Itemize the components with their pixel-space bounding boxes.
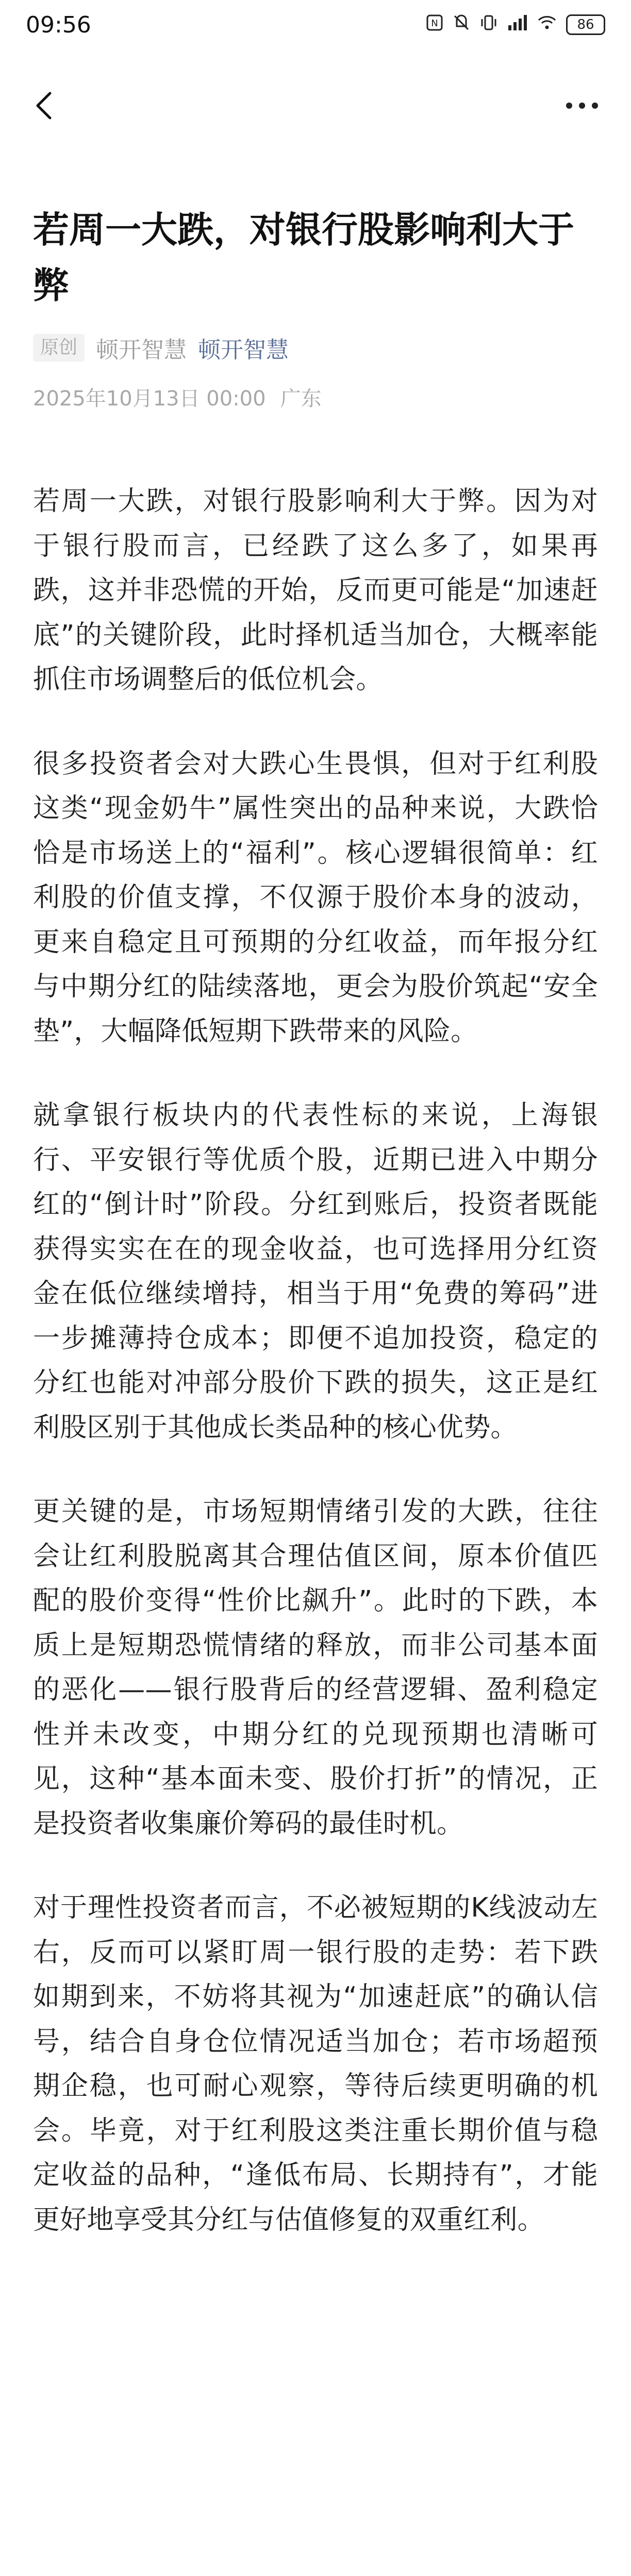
account-link[interactable]: 顿开智慧 xyxy=(198,337,289,363)
nav-bar xyxy=(0,77,631,129)
original-badge: 原创 xyxy=(33,334,85,362)
svg-text:N: N xyxy=(431,18,438,29)
paragraph: 对于理性投资者而言，不必被短期的K线波动左右，反而可以紧盯周一银行股的走势：若下跌如期到来，不妨将其视为“加速赶底”的确认信号，结合自身仓位情况适当加仓；若市场超预期企稳，也可耐心观察，等待后续更明确的机会。毕竟，对于红利股这类注重长期价值与稳定收益的品种，“逢低布局、长期持有”，才能更好地享受其分红与估值修复的双重红利。 xyxy=(33,1892,598,2235)
article-date-row xyxy=(33,381,600,412)
chevron-left-icon xyxy=(32,90,55,121)
paragraph: 就拿银行板块内的代表性标的来说，上海银行、平安银行等优质个股，近期已进入中期分红的“倒计时”阶段。分红到账后，投资者既能获得实实在在的现金收益，也可选择用分红资金在低位继续增持，相当于用“免费的筹码”进一步摊薄持仓成本；即便不追加投资，稳定的分红也能对冲部分股价下跌的损失，这正是红利股区别于其他成长类品种的核心优势。 xyxy=(33,1100,598,1443)
status-time: 09:56 xyxy=(26,11,91,38)
article-meta xyxy=(33,330,600,366)
publish-date: 2025年10月13日 00:00 xyxy=(33,386,266,411)
paragraph: 更关键的是，市场短期情绪引发的大跌，往往会让红利股脱离其合理估值区间，原本价值匹配的股价变得“性价比飙升”。此时的下跌，本质上是短期恐慌情绪的释放，而非公司基本面的恶化——银行股背后的经营逻辑、盈利稳定性并未改变，中期分红的兑现预期也清晰可见，这种“基本面未变、股价打折”的情况，正是投资者收集廉价筹码的最佳时机。 xyxy=(33,1496,598,1839)
status-icons xyxy=(426,14,605,36)
article-body xyxy=(33,479,598,2282)
nfc-icon xyxy=(426,14,443,36)
paragraph: 很多投资者会对大跌心生畏惧，但对于红利股这类“现金奶牛”属性突出的品种来说，大跌恰恰是市场送上的“福利”。核心逻辑很简单：红利股的价值支撑，不仅源于股价本身的波动，更来自稳定且可预期的分红收益，而年报分红与中期分红的陆续落地，更会为股价筑起“安全垫”，大幅降低短期下跌带来的风险。 xyxy=(33,748,598,1047)
more-dots-icon xyxy=(564,100,600,111)
signal-icon xyxy=(507,14,528,36)
wifi-icon xyxy=(537,14,557,36)
vibrate-icon xyxy=(479,14,498,36)
publish-location: 广东 xyxy=(280,386,322,411)
paragraph: 若周一大跌，对银行股影响利大于弊。因为对于银行股而言，已经跌了这么多了，如果再跌，这并非恐慌的开始，反而更可能是“加速赶底”的关键阶段，此时择机适当加仓，大概率能抓住市场调整后的低位机会。 xyxy=(33,486,598,695)
more-button[interactable] xyxy=(559,88,605,124)
status-bar xyxy=(0,0,631,49)
mute-icon xyxy=(453,14,470,36)
back-button[interactable] xyxy=(26,88,62,124)
author-name-meta: 顿开智慧 xyxy=(96,337,187,363)
battery-icon: 86 xyxy=(566,14,605,35)
article-title: 若周一大跌，对银行股影响利大于弊 xyxy=(33,209,574,307)
